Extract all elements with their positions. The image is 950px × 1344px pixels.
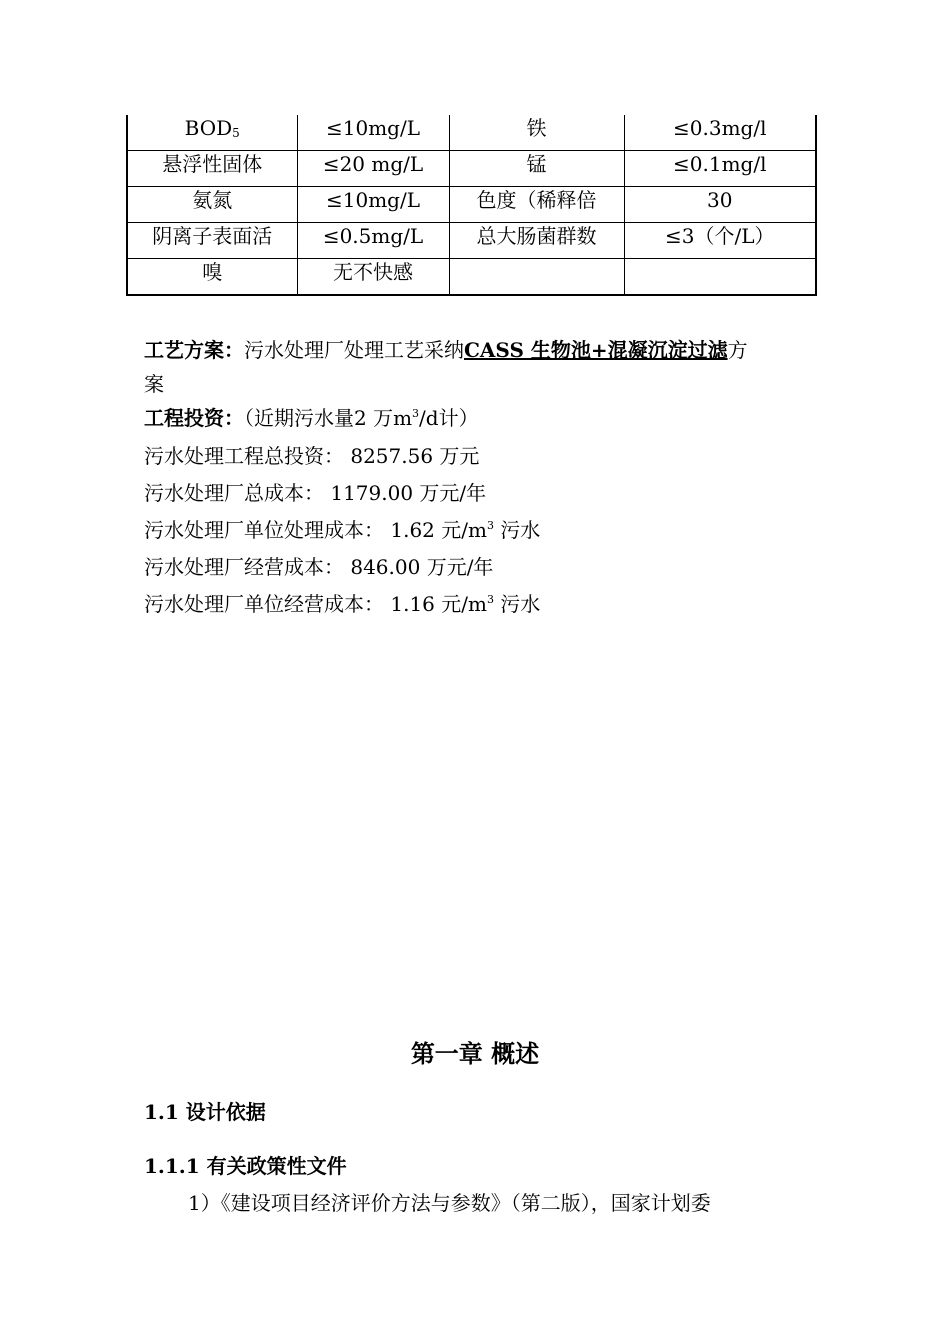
table-cell: ≤0.3mg/l	[624, 115, 816, 151]
table-row	[127, 187, 816, 223]
table-cell: ≤0.5mg/L	[297, 223, 449, 259]
table-cell	[624, 259, 816, 296]
table-cell: ≤0.1mg/l	[624, 151, 816, 187]
process-plan-continuation: 案	[144, 372, 164, 396]
table-cell: 无不快感	[297, 259, 449, 296]
table-cell: ≤10mg/L	[297, 187, 449, 223]
table-cell: 嗅	[127, 259, 297, 296]
investment-note: （近期污水量2 万$m^3/d$计）	[244, 406, 479, 430]
table-cell: ≤10mg/L	[297, 115, 449, 151]
table-cell: 悬浮性固体	[127, 151, 297, 187]
table-cell	[449, 259, 624, 296]
table-cell: ≤3（个/L）	[624, 223, 816, 259]
table-cell: 色度（稀释倍	[449, 187, 624, 223]
chapter-title: 第一章 概述	[410, 1039, 540, 1068]
table-row	[127, 151, 816, 187]
table-cell: 总大肠菌群数	[449, 223, 624, 259]
investment-line	[144, 404, 479, 432]
table-cell: 锰	[449, 151, 624, 187]
section-heading-1-1-1: 1.1.1 有关政策性文件	[144, 1154, 347, 1178]
table-row	[127, 115, 816, 151]
table-cell: 阴离子表面活	[127, 223, 297, 259]
table-row	[127, 259, 816, 296]
table-cell: 氨氮	[127, 187, 297, 223]
table-row	[127, 223, 816, 259]
process-plan-suffix: 方	[727, 338, 748, 362]
unit-treatment-cost-line: 污水处理厂单位处理成本： 1.62 元$/m^3$ 污水	[144, 518, 541, 542]
total-investment-line: 污水处理工程总投资： 8257.56 万元	[144, 444, 480, 468]
paragraph-item-1: 1）《建设项目经济评价方法与参数》（第二版），国家计划委	[188, 1191, 711, 1215]
process-plan-line	[144, 336, 748, 364]
unit-operating-cost-line: 污水处理厂单位经营成本： 1.16 元$/m^3$ 污水	[144, 592, 541, 616]
water-quality-table	[126, 115, 817, 296]
total-cost-line: 污水处理厂总成本： 1179.00 万元/年	[144, 481, 487, 505]
table-cell: 铁	[449, 115, 624, 151]
process-plan-highlight: CASS 生物池+混凝沉淀过滤	[464, 338, 728, 362]
table-cell: $BOD_5$	[127, 115, 297, 151]
table-cell: ≤20 mg/L	[297, 151, 449, 187]
table-cell: 30	[624, 187, 816, 223]
investment-label: 工程投资：	[144, 406, 244, 430]
operating-cost-line: 污水处理厂经营成本： 846.00 万元/年	[144, 555, 494, 579]
section-heading-1-1: 1.1 设计依据	[144, 1100, 266, 1124]
process-plan-text: 污水处理厂处理工艺采纳	[244, 338, 464, 362]
process-plan-label: 工艺方案：	[144, 338, 244, 362]
